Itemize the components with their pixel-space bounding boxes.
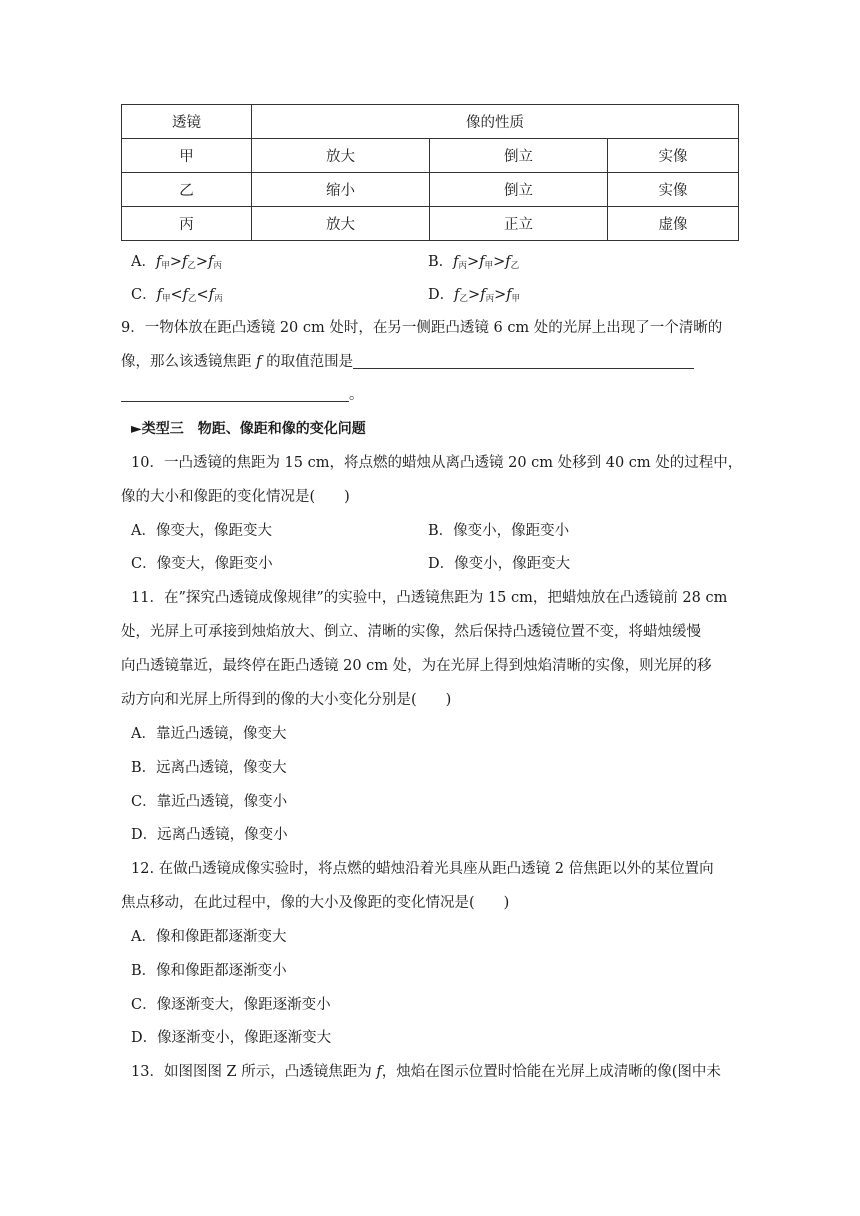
- q10-option-d: D．像变小，像距变大: [428, 556, 571, 572]
- q10-line-2: 像的大小和像距的变化情况是( ): [121, 489, 350, 505]
- q12-option-d: D．像逐渐变小，像距逐渐变大: [131, 1030, 332, 1046]
- q13-line-1: 13．如图图图 Z 所示，凸透镜焦距为 f，烛焰在图示位置时恰能在光屏上成清晰的像(图中未: [131, 1064, 721, 1080]
- table-cell: 缩小: [252, 173, 430, 207]
- q9-answer-blank-continued[interactable]: [121, 387, 349, 402]
- q11-option-b: B．远离凸透镜，像变大: [131, 760, 287, 776]
- q11-line-3: 向凸透镜靠近，最终停在距凸透镜 20 cm 处，为在光屏上得到烛焰清晰的实像，则光屏的移: [121, 658, 712, 674]
- lens-properties-table: [121, 104, 739, 241]
- q10-option-c: C．像变大，像距变小: [131, 556, 273, 572]
- table-cell: 丙: [122, 207, 252, 241]
- q8-option-b: B．$f_丙>f_甲>f_乙$: [428, 254, 520, 271]
- table-cell: 放大: [252, 139, 430, 173]
- q9-line-1: 9．一物体放在距凸透镜 20 cm 处时，在另一侧距凸透镜 6 cm 处的光屏上出现了一个清晰的: [121, 320, 723, 336]
- q11-option-c: C．靠近凸透镜，像变小: [131, 794, 288, 810]
- q10-option-a: A．像变大，像距变大: [131, 523, 272, 539]
- table-header-image-properties: 像的性质: [252, 105, 739, 139]
- table-cell: 乙: [122, 173, 252, 207]
- q12-option-a: A．像和像距都逐渐变大: [131, 929, 287, 945]
- table-header-lens: 透镜: [122, 105, 252, 139]
- table-cell: 甲: [122, 139, 252, 173]
- section-title-type3: ►类型三 物距、像距和像的变化问题: [131, 421, 366, 437]
- table-row: [122, 173, 739, 207]
- table-cell: 倒立: [430, 139, 608, 173]
- table-cell: 实像: [608, 139, 739, 173]
- q12-line-1: 12. 在做凸透镜成像实验时，将点燃的蜡烛沿着光具座从距凸透镜 2 倍焦距以外的某位置向: [131, 861, 714, 877]
- q10-option-b: B．像变小，像距变小: [428, 523, 570, 539]
- q11-option-d: D．远离凸透镜，像变小: [131, 827, 288, 843]
- table-cell: 放大: [252, 207, 430, 241]
- q9-answer-blank[interactable]: [353, 354, 694, 369]
- q12-option-c: C．像逐渐变大，像距逐渐变小: [131, 997, 331, 1013]
- q11-line-4: 动方向和光屏上所得到的像的大小变化分别是( ): [121, 692, 452, 708]
- table-cell: 实像: [608, 173, 739, 207]
- q8-option-a: A．$f_甲>f_乙>f_丙$: [131, 254, 222, 271]
- q11-option-a: A．靠近凸透镜，像变大: [131, 726, 287, 742]
- table-row: [122, 207, 739, 241]
- q9-line-3: 。: [121, 385, 364, 405]
- table-cell: 倒立: [430, 173, 608, 207]
- q9-line-2: 像，那么该透镜焦距 f 的取值范围是: [121, 352, 694, 372]
- table-row: [122, 139, 739, 173]
- table-cell: 虚像: [608, 207, 739, 241]
- q12-option-b: B．像和像距都逐渐变小: [131, 963, 287, 979]
- table-header-row: [122, 105, 739, 139]
- table-cell: 正立: [430, 207, 608, 241]
- q8-option-d: D．$f_乙>f_丙>f_甲$: [428, 287, 521, 304]
- q12-line-2: 焦点移动，在此过程中，像的大小及像距的变化情况是( ): [121, 895, 510, 911]
- q11-line-1: 11．在”探究凸透镜成像规律”的实验中，凸透镜焦距为 15 cm，把蜡烛放在凸透镜前 28 cm: [131, 590, 728, 606]
- q11-line-2: 处，光屏上可承接到烛焰放大、倒立、清晰的实像，然后保持凸透镜位置不变，将蜡烛缓慢: [121, 624, 701, 640]
- q10-line-1: 10．一凸透镜的焦距为 15 cm，将点燃的蜡烛从离凸透镜 20 cm 处移到 40 cm 处的过程中，: [131, 455, 743, 471]
- q8-option-c: C．$f_甲<f_乙<f_丙$: [131, 287, 223, 304]
